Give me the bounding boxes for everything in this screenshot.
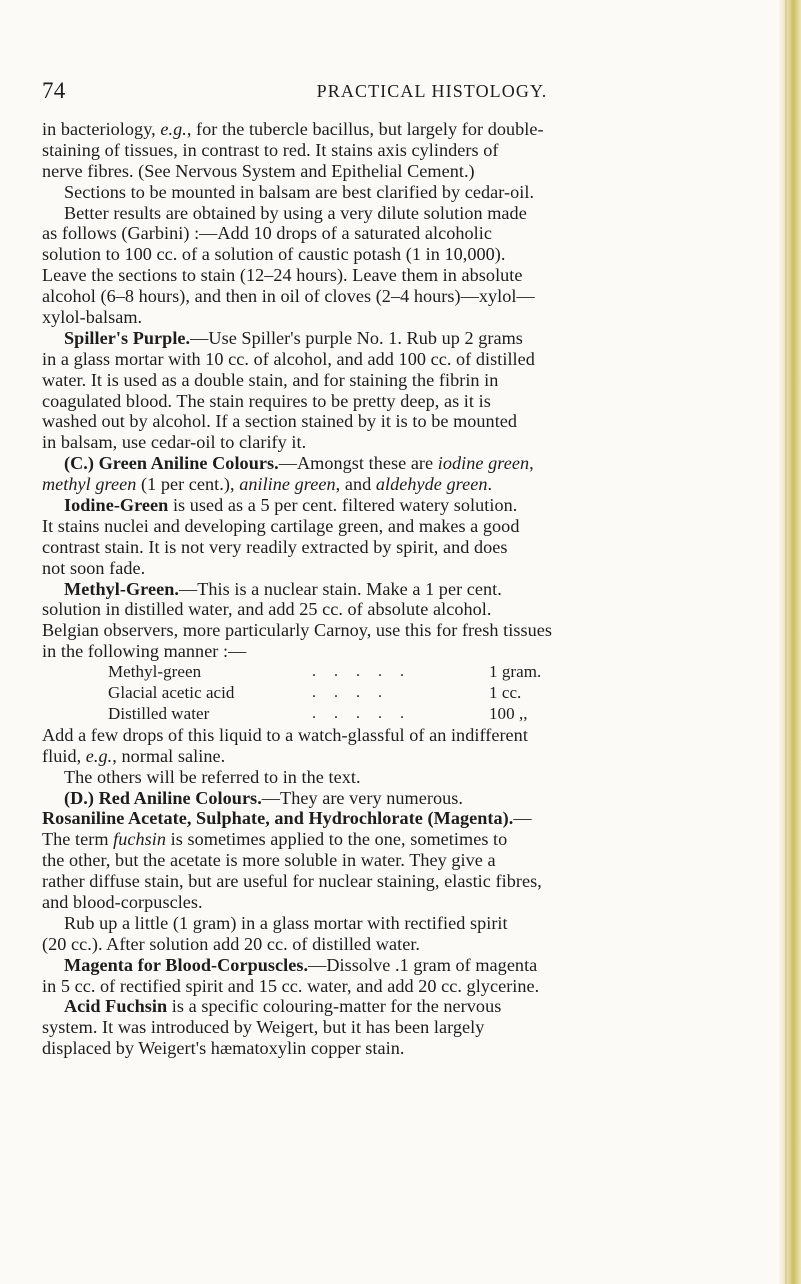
formula-quantity: 1 gram. <box>489 662 542 682</box>
text-line: nerve fibres. (See Nervous System and Epithelial Cement.) <box>42 160 475 181</box>
text-line: Better results are obtained by using a very dilute solution made <box>64 202 527 223</box>
text-line: It stains nuclei and developing cartilage green, and makes a good <box>42 515 520 536</box>
text-line: water. It is used as a double stain, and for staining the fibrin in <box>42 369 499 390</box>
text-line: system. It was introduced by Weigert, but it has been largely <box>42 1017 485 1038</box>
text-line: washed out by alcohol. If a section stained by it is to be mounted <box>42 411 518 432</box>
text-line: (C.) Green Aniline Colours.—Amongst these are iodine green, <box>64 453 534 474</box>
text-line: in bacteriology, e.g., for the tubercle bacillus, but largely for double- <box>42 119 544 139</box>
text-line: Acid Fuchsin is a specific colouring-matter for the nervous <box>64 996 502 1017</box>
text-line: Belgian observers, more particularly Carnoy, use this for fresh tissues <box>42 620 552 641</box>
text-line: in balsam, use cedar-oil to clarify it. <box>42 432 307 453</box>
formula-ingredient: Distilled water <box>108 703 210 723</box>
text-line: solution to 100 cc. of a solution of caustic potash (1 in 10,000). <box>42 244 506 265</box>
text-line: Rosaniline Acetate, Sulphate, and Hydrochlorate (Magenta).— <box>42 808 532 829</box>
formula-quantity: 1 cc. <box>489 683 522 703</box>
section-heading: Spiller's Purple. <box>64 327 191 348</box>
section-heading: Methyl-Green. <box>64 578 179 599</box>
body-text <box>42 119 754 1059</box>
text-line: Sections to be mounted in balsam are best clarified by cedar-oil. <box>64 181 535 202</box>
text-line: Iodine-Green is used as a 5 per cent. filtered watery solution. <box>64 495 518 516</box>
formula-quantity: 100 ,, <box>489 703 528 723</box>
text-line: not soon fade. <box>42 557 146 578</box>
formula-row <box>42 662 754 683</box>
text-line: (20 cc.). After solution add 20 cc. of distilled water. <box>42 933 421 954</box>
text-line: rather diffuse stain, but are useful for nuclear staining, elastic fibres, <box>42 871 542 892</box>
text-line: and blood-corpuscles. <box>42 891 203 912</box>
page-number: 74 <box>42 78 66 103</box>
section-heading: Acid Fuchsin <box>64 996 168 1017</box>
formula-ingredient: Glacial acetic acid <box>108 683 235 703</box>
text-line: Leave the sections to stain (12–24 hours). Leave them in absolute <box>42 265 523 286</box>
text-line: staining of tissues, in contrast to red. It stains axis cylinders of <box>42 139 499 160</box>
page-header <box>42 78 762 104</box>
section-heading: (D.) Red Aniline Colours. <box>64 787 262 808</box>
text-line: (D.) Red Aniline Colours.—They are very numerous. <box>64 787 463 808</box>
formula-row <box>42 683 754 704</box>
formula-row <box>42 704 754 725</box>
page-edge <box>779 0 801 1284</box>
text-line: Methyl-Green.—This is a nuclear stain. Make a 1 per cent. <box>64 578 502 599</box>
text-line: coagulated blood. The stain requires to be pretty deep, as it is <box>42 390 491 411</box>
text-line: contrast stain. It is not very readily extracted by spirit, and does <box>42 536 508 557</box>
text-line: displaced by Weigert's hæmatoxylin copper stain. <box>42 1038 405 1059</box>
section-heading: Iodine-Green <box>64 495 169 516</box>
text-line: Magenta for Blood-Corpuscles.—Dissolve .1 gram of magenta <box>64 954 538 975</box>
text-line: xylol-balsam. <box>42 307 143 328</box>
text-line: the other, but the acetate is more soluble in water. They give a <box>42 850 496 871</box>
text-line: Spiller's Purple.—Use Spiller's purple No. 1. Rub up 2 grams <box>64 327 523 348</box>
text-line: The term fuchsin is sometimes applied to the one, sometimes to <box>42 829 508 850</box>
section-heading: Rosaniline Acetate, Sulphate, and Hydrochlorate (Magenta). <box>42 808 514 829</box>
text-line: alcohol (6–8 hours), and then in oil of cloves (2–4 hours)—xylol— <box>42 286 535 307</box>
text-line: Add a few drops of this liquid to a watch-glassful of an indifferent <box>42 724 528 745</box>
text-line: in 5 cc. of rectified spirit and 15 cc. water, and add 20 cc. glycerine. <box>42 975 540 996</box>
leader-dots: ..... <box>312 704 422 722</box>
text-line: methyl green (1 per cent.), aniline green, and aldehyde green. <box>42 474 493 495</box>
text-line: in a glass mortar with 10 cc. of alcohol, and add 100 cc. of distilled <box>42 348 535 369</box>
section-heading: Magenta for Blood-Corpuscles. <box>64 954 309 975</box>
text-line: in the following manner :— <box>42 641 247 662</box>
text-line: as follows (Garbini) :—Add 10 drops of a saturated alcoholic <box>42 223 492 244</box>
text-line: The others will be referred to in the text. <box>64 766 361 787</box>
text-line: solution in distilled water, and add 25 cc. of absolute alcohol. <box>42 599 492 620</box>
section-heading: (C.) Green Aniline Colours. <box>64 453 279 474</box>
leader-dots: .... <box>312 684 400 702</box>
leader-dots: ..... <box>312 663 422 681</box>
text-line: Rub up a little (1 gram) in a glass mortar with rectified spirit <box>64 912 508 933</box>
formula-ingredient: Methyl-green <box>108 662 202 682</box>
text-line: fluid, e.g., normal saline. <box>42 745 226 766</box>
running-head: PRACTICAL HISTOLOGY. <box>316 81 548 101</box>
